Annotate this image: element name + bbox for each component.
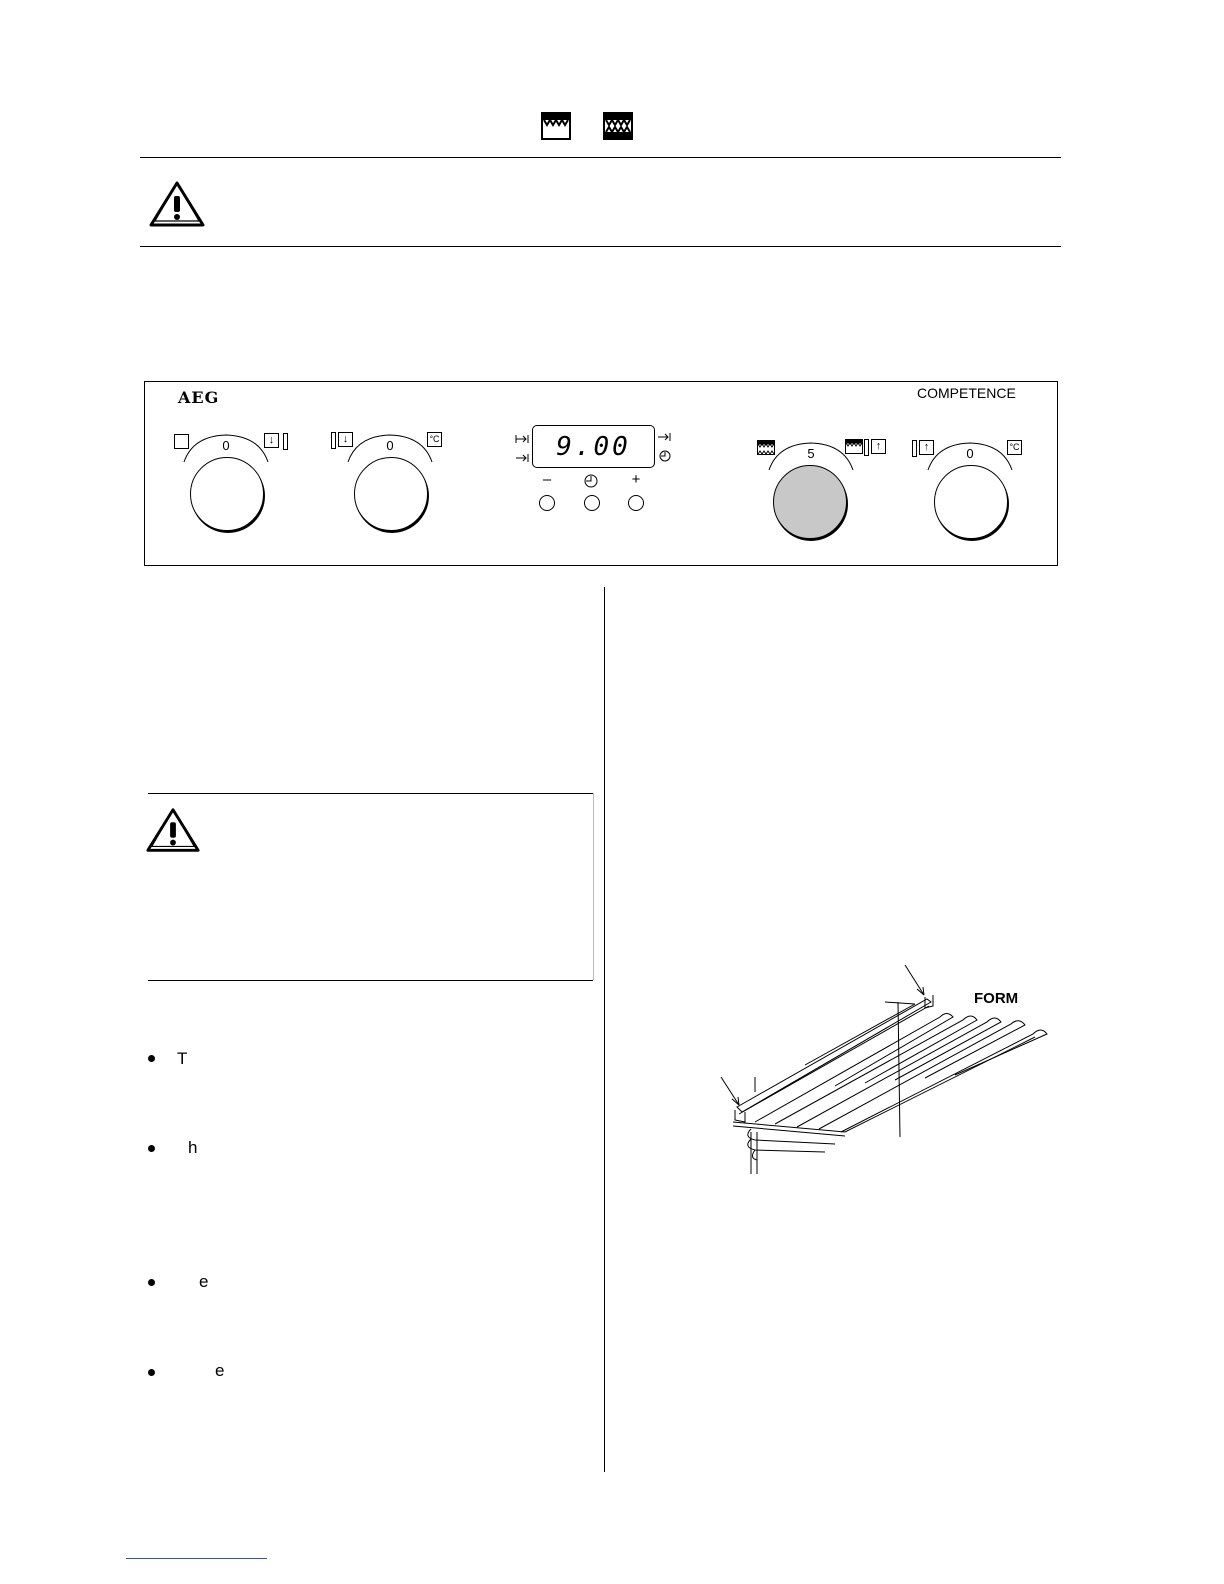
arrow-down-icon: ↓ <box>264 433 279 448</box>
footer-link-underline[interactable] <box>126 1558 267 1559</box>
celsius-icon: °C <box>1007 440 1022 455</box>
bar-icon <box>283 433 288 450</box>
oven-rack-illustration <box>715 962 1055 1177</box>
bullet-icon <box>148 1055 155 1062</box>
start-time-icon <box>515 434 529 444</box>
bullet-text: e <box>199 1272 209 1291</box>
oven-top-heat-icon <box>845 439 863 454</box>
function-knob-1[interactable] <box>190 457 264 531</box>
figure-label: FORM <box>974 990 1019 1007</box>
bullet-text: h <box>188 1138 198 1157</box>
timer-minus-button[interactable] <box>539 495 555 511</box>
clock-icon <box>659 450 671 462</box>
knob-2-value: 0 <box>386 438 394 453</box>
end-time-icon <box>657 432 671 442</box>
timer-display <box>532 425 655 468</box>
bullet-icon <box>148 1145 155 1152</box>
minus-label: – <box>542 471 552 488</box>
knob-4-value: 0 <box>966 446 974 461</box>
clock-icon <box>584 474 598 488</box>
oven-top-bottom-heat-icon <box>603 112 633 140</box>
bar-icon <box>331 432 336 449</box>
bullet-text: T <box>177 1049 188 1068</box>
brand-logo: AEG <box>178 388 220 407</box>
temperature-knob-2[interactable] <box>354 457 428 531</box>
duration-icon <box>515 453 529 463</box>
celsius-icon: °C <box>427 432 442 447</box>
arrow-up-icon: ↑ <box>919 440 934 455</box>
oven-top-heat-icon <box>541 112 571 140</box>
timer-time: 9.00 <box>556 432 631 462</box>
warning-triangle-icon <box>145 806 201 854</box>
timer-clock-button[interactable] <box>584 495 600 511</box>
arrow-down-icon: ↓ <box>338 432 353 447</box>
bullet-icon <box>148 1279 155 1286</box>
warning-triangle-icon <box>148 180 206 228</box>
arrow-up-icon: ↑ <box>871 439 886 454</box>
bar-icon <box>912 440 917 457</box>
bar-icon <box>864 439 869 456</box>
warning-box-top <box>148 793 593 794</box>
temperature-knob-4[interactable] <box>934 465 1008 539</box>
warning-box-right <box>593 793 594 980</box>
knob-3-value: 5 <box>807 446 815 461</box>
plus-label: + <box>631 471 641 488</box>
top-divider <box>140 157 1061 158</box>
timer-plus-button[interactable] <box>628 495 644 511</box>
series-name: COMPETENCE <box>917 385 1016 401</box>
oven-control-panel <box>144 381 1058 566</box>
column-divider <box>604 587 605 1472</box>
warning-box-bottom <box>148 980 593 981</box>
knob-1-value: 0 <box>222 438 230 453</box>
bullet-icon <box>148 1369 155 1376</box>
function-knob-3[interactable] <box>773 465 847 539</box>
bullet-text: e <box>215 1361 225 1380</box>
warning-divider <box>140 246 1061 247</box>
